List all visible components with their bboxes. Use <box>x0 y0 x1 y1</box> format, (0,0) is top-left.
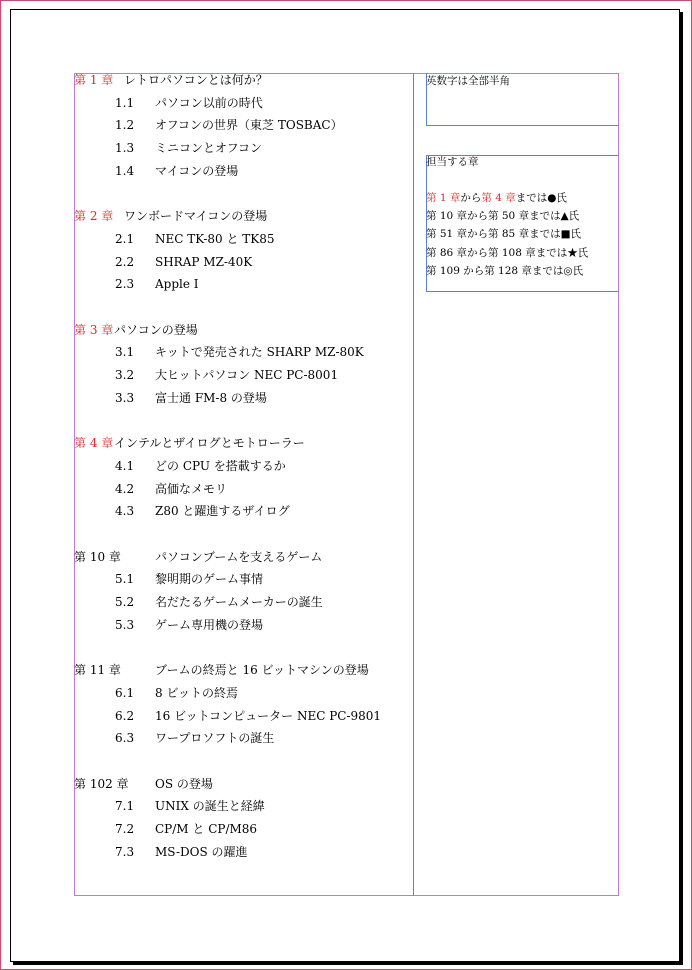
chapter-number: 第 102 章 <box>74 776 129 791</box>
chapter-heading <box>74 435 414 451</box>
chapter-number: 第 3 章 <box>74 322 114 337</box>
section-entry <box>74 821 414 837</box>
chapter-heading <box>74 322 414 338</box>
section-entry <box>74 458 414 474</box>
section-number: 1.1 <box>115 95 135 110</box>
chapter-title: パソコンの登場 <box>114 322 198 337</box>
section-entry <box>74 95 414 111</box>
section-number: 3.3 <box>115 390 135 405</box>
section-entry <box>74 798 414 814</box>
section-entry <box>74 276 414 292</box>
section-entry <box>74 708 414 724</box>
section-entry <box>74 594 414 610</box>
section-title: UNIX の誕生と経緯 <box>155 799 265 814</box>
section-title: 黎明期のゲーム事情 <box>155 572 264 587</box>
section-title: オフコンの世界（東芝 TOSBAC） <box>155 118 343 133</box>
section-number: 1.4 <box>115 163 135 178</box>
assignment-1-from: から <box>460 192 482 204</box>
chapter-heading <box>74 549 414 565</box>
section-entry <box>74 367 414 383</box>
section-number: 5.3 <box>115 617 135 632</box>
chapter-title: レトロパソコンとは何か？ <box>124 73 268 87</box>
section-entry <box>74 571 414 587</box>
chapter-heading <box>74 72 414 88</box>
section-title: パソコン以前の時代 <box>155 95 263 110</box>
assignment-line-5: 第 109 から第 128 章までは◎氏 <box>426 265 584 277</box>
chapter-number: 第 11 章 <box>74 663 121 678</box>
section-title: ゲーム専用機の登場 <box>155 617 264 632</box>
section-number: 5.2 <box>115 595 135 610</box>
section-entry <box>74 481 414 497</box>
section-entry <box>74 390 414 406</box>
chapter-title: OS の登場 <box>155 776 213 791</box>
section-title: キットで発売された SHARP MZ-80K <box>155 345 364 360</box>
section-number: 1.3 <box>115 141 135 156</box>
section-title: NEC TK-80 と TK85 <box>155 231 275 246</box>
assignment-line-1 <box>426 189 567 207</box>
section-entry <box>74 163 414 179</box>
section-number: 3.1 <box>115 345 135 360</box>
assignment-1-end: 第 4 章 <box>481 192 516 204</box>
section-number: 4.1 <box>115 458 135 473</box>
section-number: 7.2 <box>115 822 135 837</box>
section-entry <box>74 140 414 156</box>
section-entry <box>74 844 414 860</box>
section-title: CP/M と CP/M86 <box>155 822 258 837</box>
assignment-line-3: 第 51 章から第 85 章までは■氏 <box>426 228 581 240</box>
section-title: MS-DOS の躍進 <box>155 844 248 859</box>
section-title: 名だたるゲームメーカーの誕生 <box>155 595 323 610</box>
section-number: 5.1 <box>115 572 135 587</box>
section-title: 高価なメモリ <box>155 481 228 496</box>
assignment-line-4: 第 86 章から第 108 章までは★氏 <box>426 247 589 259</box>
section-number: 6.2 <box>115 708 135 723</box>
section-title: 16 ビットコンピューター NEC PC-9801 <box>155 708 382 723</box>
section-entry <box>74 730 414 746</box>
section-entry <box>74 685 414 701</box>
section-number: 6.3 <box>115 731 135 746</box>
section-title: ミニコンとオフコン <box>155 141 263 156</box>
section-number: 1.2 <box>115 118 135 133</box>
section-number: 3.2 <box>115 368 135 383</box>
section-entry <box>74 231 414 247</box>
section-number: 4.2 <box>115 481 135 496</box>
section-number: 2.2 <box>115 254 135 269</box>
section-entry <box>74 344 414 360</box>
section-number: 2.3 <box>115 277 135 292</box>
section-number: 4.3 <box>115 504 135 519</box>
section-title: 大ヒットパソコン NEC PC-8001 <box>155 368 339 383</box>
chapter-title: ワンボードマイコンの登場 <box>124 209 268 224</box>
section-entry <box>74 617 414 633</box>
section-number: 7.3 <box>115 844 135 859</box>
section-title: Z80 と躍進するザイログ <box>155 504 290 519</box>
section-title: 富士通 FM-8 の登場 <box>155 390 267 405</box>
section-title: 8 ビットの終焉 <box>155 685 238 700</box>
section-title: ワープロソフトの誕生 <box>155 731 275 746</box>
chapter-number: 第 2 章 <box>74 209 114 224</box>
section-title: マイコンの登場 <box>155 163 239 178</box>
chapter-number: 第 1 章 <box>74 73 114 87</box>
assignments-title: 担当する章 <box>426 156 479 168</box>
assignment-line-2: 第 10 章から第 50 章までは▲氏 <box>426 210 580 222</box>
chapter-number: 第 10 章 <box>74 549 121 564</box>
section-entry <box>74 503 414 519</box>
section-number: 2.1 <box>115 231 135 246</box>
chapter-heading <box>74 776 414 792</box>
section-title: どの CPU を搭載するか <box>155 458 286 473</box>
section-title: SHRAP MZ-40K <box>155 254 253 269</box>
chapter-number: 第 4 章 <box>74 436 114 451</box>
chapter-title: パソコンブームを支えるゲーム <box>155 549 323 564</box>
assignment-1-who: までは●氏 <box>515 192 567 204</box>
section-entry <box>74 117 414 133</box>
chapter-heading <box>74 208 414 224</box>
section-title: Apple I <box>155 277 199 292</box>
section-number: 7.1 <box>115 799 135 814</box>
note-halfwidth-text: 英数字は全部半角 <box>426 75 510 87</box>
chapter-heading <box>74 662 414 678</box>
section-number: 6.1 <box>115 685 135 700</box>
section-entry <box>74 254 414 270</box>
chapter-title: ブームの終焉と 16 ビットマシンの登場 <box>155 663 369 678</box>
assignment-1-start: 第 1 章 <box>426 192 461 204</box>
chapter-title: インテルとザイログとモトローラー <box>114 436 305 451</box>
